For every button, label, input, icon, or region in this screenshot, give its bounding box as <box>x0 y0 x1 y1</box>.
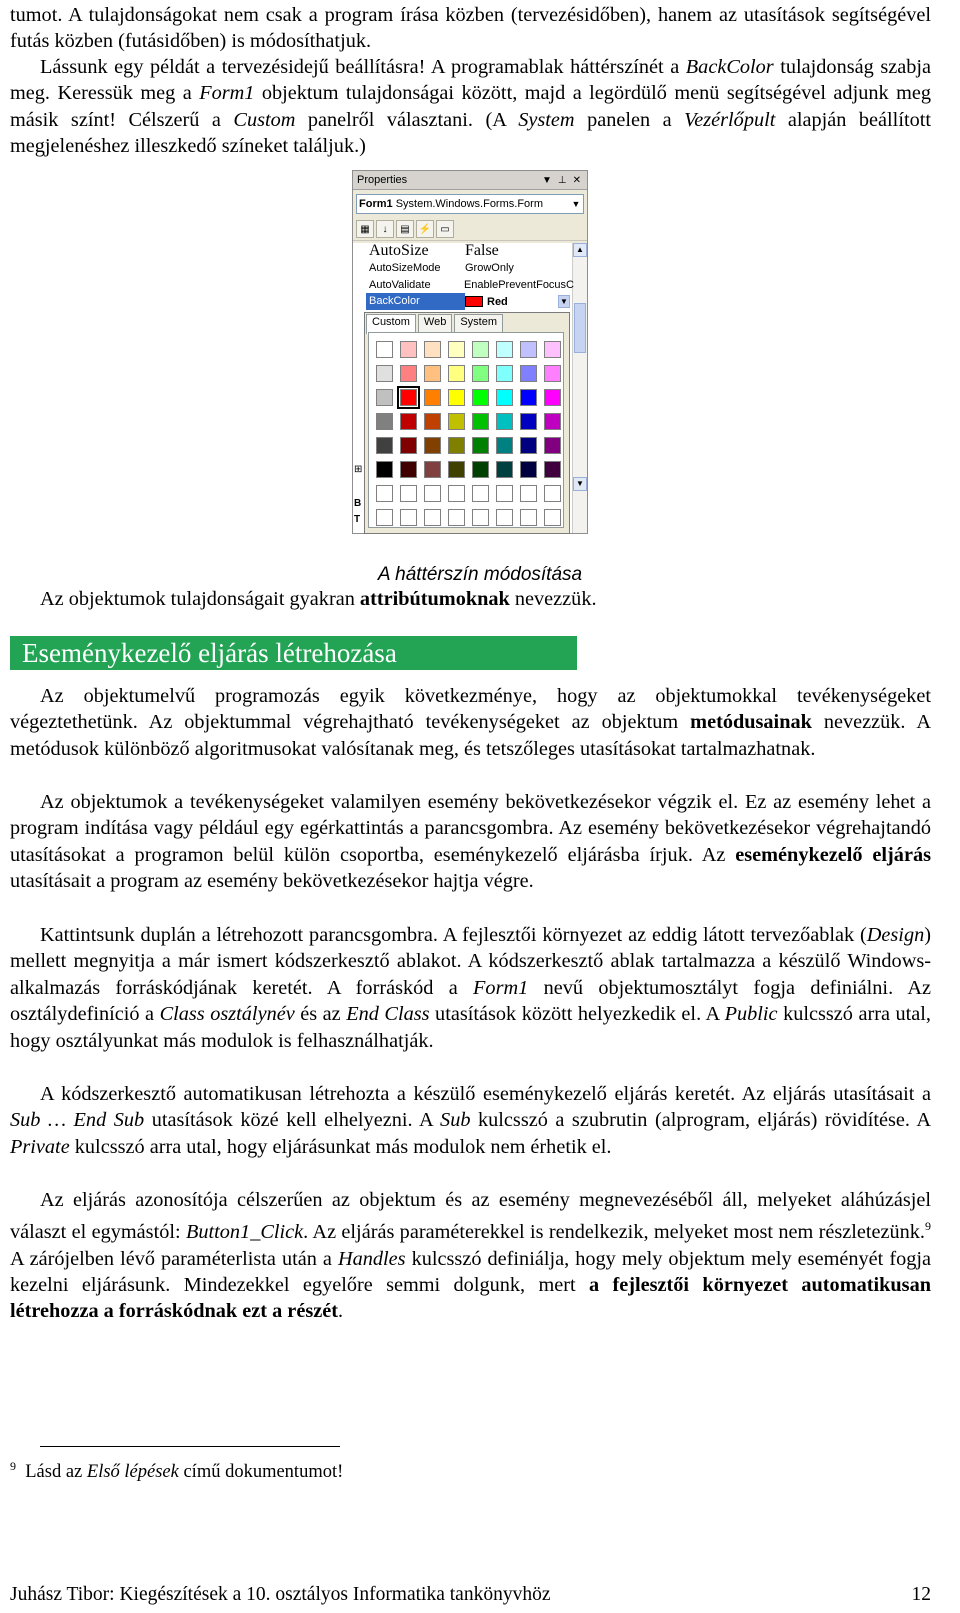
color-cell[interactable] <box>496 413 513 430</box>
color-cell[interactable] <box>400 365 417 382</box>
expand-icon[interactable]: ⊞ <box>354 464 363 475</box>
paragraph-2: Lássunk egy példát a tervezésidejű beállításra! A programablak háttérszínét a BackColor tulajdonság szabja meg. Keressük meg a Form1 objektum tulajdonságai között, majd a legördülő menü segítségével adjunk meg másik színt! Célszerű a Custom panelről választani. (A System panelen a Vezérlőpult alapján beállított megjelenéshez illeszkedő színeket találjuk.) <box>10 56 932 158</box>
color-cell[interactable] <box>448 365 465 382</box>
color-cell[interactable] <box>376 413 393 430</box>
color-cell[interactable] <box>376 365 393 382</box>
collapsed-rows <box>352 460 364 534</box>
color-cell[interactable] <box>448 461 465 478</box>
color-cell[interactable] <box>544 509 561 526</box>
color-picker-tabs <box>366 314 505 334</box>
color-cell[interactable] <box>544 461 561 478</box>
object-name: Form1 <box>359 198 393 210</box>
alphabetical-icon[interactable]: ↓ <box>376 220 394 238</box>
footer-title: Juhász Tibor: Kiegészítések a 10. osztályos Informatika tankönyvhöz <box>10 1584 551 1605</box>
pin-icon[interactable]: ⊥ <box>557 174 567 186</box>
color-cell[interactable] <box>424 389 441 406</box>
paragraph-4: Az objektumelvű programozás egyik következménye, hogy az objektumokkal tevékenységeket végeztethetünk. Az objektummal végrehajtható tevékenységeket az objektum metódusainak nevezzük. A metódusok különböző algoritmusokat valósítanak meg, és tetszőleges utasításokat tartalmazhatnak. <box>10 685 931 760</box>
color-cell[interactable] <box>472 509 489 526</box>
color-cell[interactable] <box>376 509 393 526</box>
color-cell[interactable] <box>400 341 417 358</box>
properties-icon[interactable]: ▤ <box>396 220 414 238</box>
tab-system[interactable]: System <box>454 314 503 332</box>
property-value: EnablePreventFocusC <box>463 278 574 291</box>
tab-custom[interactable]: Custom <box>366 314 416 334</box>
property-name: AutoValidate <box>369 278 431 291</box>
color-cell[interactable] <box>544 413 561 430</box>
properties-title: Properties <box>357 174 408 186</box>
color-cell[interactable] <box>544 365 561 382</box>
color-cell[interactable] <box>520 413 537 430</box>
color-cell[interactable] <box>544 341 561 358</box>
footnote-separator <box>40 1446 340 1447</box>
color-cell[interactable] <box>496 485 513 502</box>
properties-toolbar <box>353 218 587 241</box>
color-cell[interactable] <box>376 389 393 406</box>
color-cell[interactable] <box>544 389 561 406</box>
categorized-icon[interactable]: ▦ <box>356 220 374 238</box>
close-icon[interactable]: ✕ <box>572 174 581 186</box>
color-cell[interactable] <box>400 413 417 430</box>
scroll-thumb[interactable] <box>574 303 586 353</box>
events-icon[interactable]: ⚡ <box>416 220 434 238</box>
color-cell[interactable] <box>544 485 561 502</box>
color-palette <box>368 332 564 528</box>
color-cell[interactable] <box>520 365 537 382</box>
color-cell[interactable] <box>520 437 537 454</box>
color-cell[interactable] <box>496 509 513 526</box>
chevron-down-icon[interactable]: ▼ <box>571 199 581 209</box>
property-value: False <box>465 241 499 259</box>
properties-title-bar <box>353 171 587 190</box>
page-footer <box>10 1584 931 1606</box>
color-cell[interactable] <box>376 485 393 502</box>
property-pages-icon[interactable]: ▭ <box>436 220 454 238</box>
scroll-down-icon[interactable]: ▼ <box>573 477 587 491</box>
color-cell[interactable] <box>376 341 393 358</box>
color-cell[interactable] <box>472 389 489 406</box>
color-cell[interactable] <box>496 341 513 358</box>
color-cell[interactable] <box>424 413 441 430</box>
color-cell[interactable] <box>448 413 465 430</box>
color-cell[interactable] <box>520 461 537 478</box>
object-type: System.Windows.Forms.Form <box>395 198 543 210</box>
color-cell[interactable] <box>472 341 489 358</box>
property-name: AutoSizeMode <box>369 261 441 274</box>
paragraph-5: Az objektumok a tevékenységeket valamilyen esemény bekövetkezésekor végzik el. Ez az esemény lehet a program indítása vagy például egy egérkattintás a parancsgombra. Az esemény bekövetkezésekor végrehajtandó utasításokat a programon belül külön csoportba, eseménykezelő eljárásba írjuk. Az eseménykezelő eljárás utasításait a program az esemény bekövetkezésekor hajtja végre. <box>10 791 931 893</box>
row-initial: B <box>354 498 362 509</box>
color-cell[interactable] <box>448 437 465 454</box>
color-cell[interactable] <box>448 485 465 502</box>
section-heading: Eseménykezelő eljárás létrehozása <box>10 636 577 670</box>
color-cell[interactable] <box>400 389 417 406</box>
paragraph-7: A kódszerkesztő automatikusan létrehozta a készülő eseménykezelő eljárás keretét. Az eljárás utasításait a Sub … End Sub utasítások közé kell elhelyezni. A Sub kulcsszó a szubrutin (alprogram, eljárás) rövidítése. A Private kulcsszó arra utal, hogy eljárásunkat más modulok nem érhetik el. <box>10 1083 931 1158</box>
property-value: GrowOnly <box>465 261 514 274</box>
color-cell[interactable] <box>424 509 441 526</box>
page-number: 12 <box>911 1584 931 1605</box>
color-cell[interactable] <box>472 365 489 382</box>
color-cell[interactable] <box>496 437 513 454</box>
color-cell[interactable] <box>520 341 537 358</box>
color-cell[interactable] <box>472 461 489 478</box>
property-row-backcolor[interactable] <box>366 293 572 310</box>
color-cell[interactable] <box>520 389 537 406</box>
color-cell[interactable] <box>472 437 489 454</box>
color-cell[interactable] <box>448 389 465 406</box>
color-cell[interactable] <box>496 461 513 478</box>
paragraph-8: Az eljárás azonosítója célszerűen az objektum és az esemény megnevezéséből áll, melyeket aláhúzásjel választ el egymástól: Button1_Click. Az eljárás paraméterekkel is rendelkezik, melyeket most nem részletezünk.$^9$ A zárójelben lévő paraméterlista után a Handles kulcsszó definiálja, hogy mely objektum mely eseményét fogja kezelni eljárásunk. Mindezekkel egyelőre semmi dolgunk, mert a fejlesztői környezet automatikusan létrehozza a forráskódnak ezt a részét. <box>10 1189 931 1323</box>
dropdown-arrow-icon[interactable]: ▼ <box>541 174 552 186</box>
color-cell[interactable] <box>424 485 441 502</box>
color-cell[interactable] <box>400 437 417 454</box>
color-cell[interactable] <box>376 461 393 478</box>
paragraph-1: tumot. A tulajdonságokat nem csak a program írása közben (tervezésidőben), hanem az utasítások segítségével futás közben (futásidőben) is módosíthatjuk. <box>10 4 931 53</box>
color-cell[interactable] <box>520 509 537 526</box>
figure-caption: A háttérszín módosítása <box>377 564 583 585</box>
property-name: BackColor <box>366 293 465 310</box>
tab-web[interactable]: Web <box>418 314 452 332</box>
object-selector[interactable] <box>356 194 584 214</box>
property-row[interactable] <box>366 259 574 276</box>
chevron-down-icon[interactable]: ▼ <box>558 295 570 308</box>
color-cell[interactable] <box>544 437 561 454</box>
footnote: $^9$ Lásd az Első lépések című dokumentumot! <box>10 1459 344 1482</box>
color-cell[interactable] <box>424 341 441 358</box>
color-cell[interactable] <box>496 389 513 406</box>
row-initial: T <box>354 514 361 525</box>
paragraph-6: Kattintsunk duplán a létrehozott parancsgombra. A fejlesztői környezet az eddig látott tervezőablak (Design) mellett megnyitja a már ismert kódszerkesztő ablakot. A kódszerkesztő ablak tartalmazza a készülő Windows-alkalmazás forráskódjának keretét. A forráskód a Form1 nevű objektumosztályt fogja definiálni. Az osztálydefiníció a Class osztálynév és az End Class utasítások között helyezkedik el. A Public kulcsszó arra utal, hogy osztályunkat más modulok is felhasználhatják. <box>10 924 931 1052</box>
paragraph-3: Az objektumok tulajdonságait gyakran attribútumoknak nevezzük. <box>40 588 597 610</box>
property-value: Red <box>487 295 508 308</box>
scroll-up-icon[interactable]: ▲ <box>573 243 587 257</box>
property-name: AutoSize <box>369 241 429 259</box>
color-swatch <box>465 296 483 307</box>
color-cell[interactable] <box>448 509 465 526</box>
property-row[interactable] <box>366 242 574 259</box>
scrollbar[interactable] <box>572 243 587 534</box>
color-cell[interactable] <box>400 485 417 502</box>
color-cell[interactable] <box>400 461 417 478</box>
color-cell[interactable] <box>400 509 417 526</box>
color-cell[interactable] <box>424 461 441 478</box>
color-cell[interactable] <box>472 485 489 502</box>
color-cell[interactable] <box>496 365 513 382</box>
color-cell[interactable] <box>376 437 393 454</box>
color-cell[interactable] <box>472 413 489 430</box>
color-cell[interactable] <box>424 365 441 382</box>
color-cell[interactable] <box>520 485 537 502</box>
color-cell[interactable] <box>448 341 465 358</box>
footnote-reference: 9 <box>925 1219 931 1234</box>
property-row[interactable] <box>366 276 574 293</box>
color-cell[interactable] <box>424 437 441 454</box>
